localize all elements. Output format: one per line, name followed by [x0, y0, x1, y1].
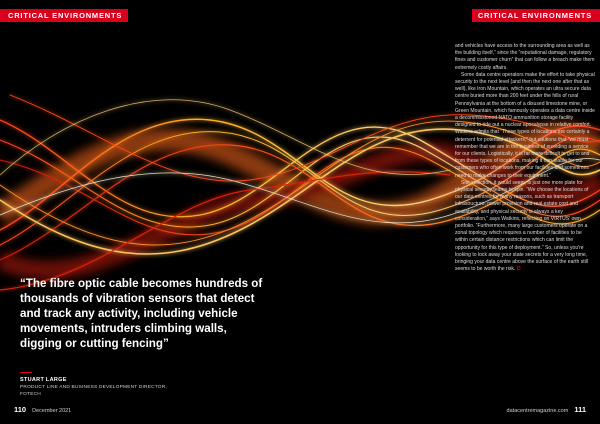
website-link[interactable]: datacentremagazine.com: [506, 408, 569, 414]
article-paragraph: Some data centre operators make the effort to take physical security to the next level (and then the next one after that as well), like Iron Mountain, which operates an ultra secure data centre buried more than 200 feet under the hills of rural Pennsylvania at the bottom of a disused limestone mine, or Green Mountain, which famously operates a data centre inside a decommissioned NATO ammunition storage facility designed to ride out a nuclear apocalypse in relative comfort. Watkins admits that “These types of locations are certainly a deterrent for potential attackers,” but cautions that “we must remember that we are in the business of providing a service for our clients. Logistically, it is far more difficult to get to and from these types of locations, making it non-viable for our customers who often work from our facilities and sometimes need to make changes to their equipment.”: [455, 71, 595, 179]
pull-quote: “The fibre optic cable becomes hundreds of thousands of vibration sensors that detect and track any activity, including vehicle movements, intruders climbing walls, digging or cutting fencing”: [20, 277, 263, 350]
section-rule-right: [480, 21, 600, 22]
article-paragraph-text: Site selection, it would seem, is just one more plate for physical security teams to spin. “We choose the locations of our data centres for many reasons, such as transport infrastructure, power provision and real estate cost and availability, and physical security is always a key consideration,” says Watkins, reflecting on VIRTUS’ own portfolio. “Furthermore, many large customers operate on a zonal topology which requires a number of facilities to be within certain distance restrictions which can limit the opportunity for this type of deployment.” So, unless you're looking to lock away your state secrets for a very long time, bringing your data centre above the surface of the earth still seems to be worth the risk.: [455, 179, 589, 273]
article-body: [455, 43, 595, 274]
attribution-role: PRODUCT LINE AND BUSINESS DEVELOPMENT DIRECTOR, FOTECH: [20, 385, 167, 397]
article-paragraph: [455, 180, 595, 274]
page-number-left: 110: [14, 405, 27, 414]
article-paragraph: and vehicles have access to the surrounding area as well as the building itself,” since the “reputational damage, regulatory fines and customer churn” that can follow a breach make them extremely costly affairs.: [455, 43, 595, 71]
end-mark-icon: O: [516, 266, 521, 273]
section-rule-left: [0, 21, 100, 22]
footer-right: [507, 405, 586, 414]
attribution-name: STUART LARGE: [20, 377, 67, 383]
issue-date: December 2021: [32, 408, 72, 414]
page-number-right: 111: [574, 405, 586, 414]
attribution-rule: [20, 372, 32, 373]
section-tab-left: CRITICAL ENVIRONMENTS: [0, 9, 128, 22]
footer-left: [14, 405, 71, 414]
section-tab-right: CRITICAL ENVIRONMENTS: [472, 9, 600, 22]
